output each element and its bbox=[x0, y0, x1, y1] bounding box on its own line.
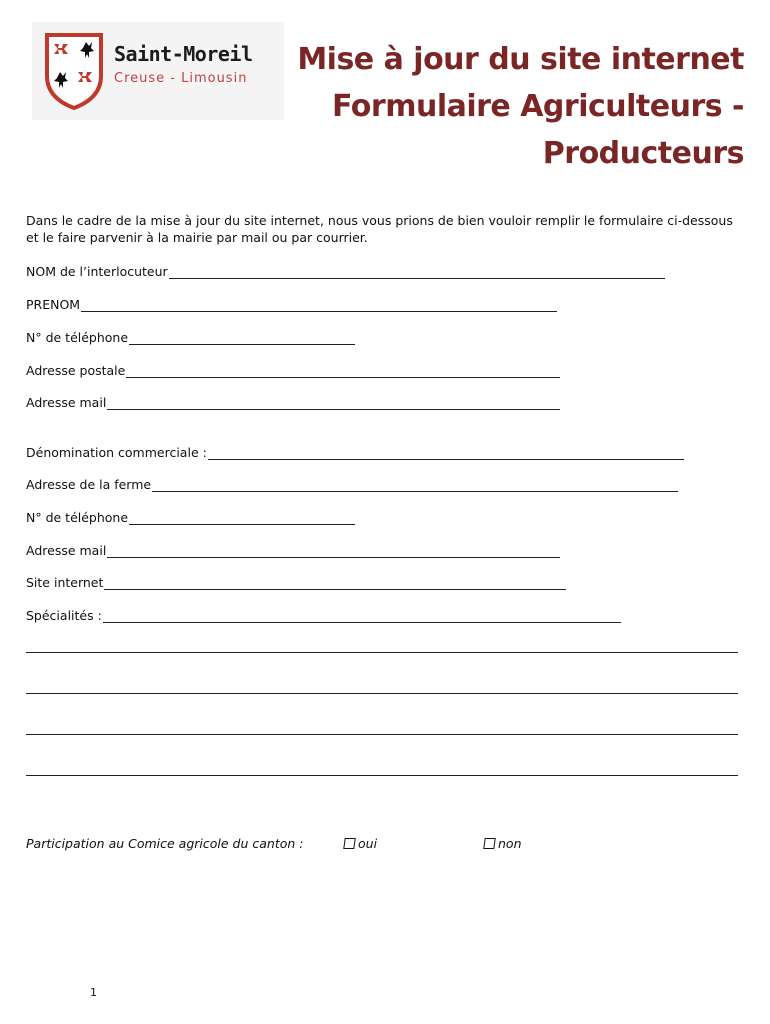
intro-paragraph: Dans le cadre de la mise à jour du site internet, nous vous prions de bien vouloir remplir le formulaire ci-dessous et le faire parvenir à la mairie par mail ou par courrier. bbox=[26, 213, 733, 245]
field-label: PRENOM bbox=[26, 297, 81, 312]
title-line-3: Producteurs bbox=[542, 136, 744, 171]
specialties-line[interactable] bbox=[26, 734, 738, 735]
option-yes-label: oui bbox=[358, 836, 378, 851]
specialties-line[interactable] bbox=[26, 775, 738, 776]
field-label: N° de téléphone bbox=[26, 510, 129, 525]
field-line[interactable] bbox=[103, 610, 621, 623]
field-line[interactable] bbox=[152, 479, 678, 492]
title-line-1: Mise à jour du site internet bbox=[297, 42, 744, 77]
logo bbox=[32, 22, 284, 120]
logo-subtitle: Creuse - Limousin bbox=[114, 71, 248, 86]
field-label: Adresse mail bbox=[26, 395, 107, 410]
field-line[interactable] bbox=[107, 397, 560, 410]
contact-postal-address-field[interactable] bbox=[26, 363, 560, 378]
specialties-line[interactable] bbox=[26, 652, 738, 653]
field-line[interactable] bbox=[129, 512, 355, 525]
field-label: Adresse de la ferme bbox=[26, 477, 152, 492]
field-line[interactable] bbox=[129, 332, 355, 345]
page-number: 1 bbox=[90, 986, 97, 999]
contact-firstname-field[interactable] bbox=[26, 297, 557, 312]
field-line[interactable] bbox=[208, 447, 684, 460]
field-line[interactable] bbox=[107, 545, 560, 558]
specialties-field[interactable] bbox=[26, 608, 621, 623]
farm-phone-field[interactable] bbox=[26, 510, 355, 525]
business-name-field[interactable] bbox=[26, 445, 684, 460]
coat-of-arms-icon bbox=[44, 32, 104, 110]
title-line-2: Formulaire Agriculteurs - bbox=[332, 89, 744, 124]
field-line[interactable] bbox=[126, 365, 560, 378]
field-label: Adresse postale bbox=[26, 363, 126, 378]
field-label: N° de téléphone bbox=[26, 330, 129, 345]
farm-email-field[interactable] bbox=[26, 543, 560, 558]
field-line[interactable] bbox=[81, 299, 557, 312]
contact-name-field[interactable] bbox=[26, 264, 665, 279]
contact-phone-field[interactable] bbox=[26, 330, 355, 345]
checkbox-icon[interactable] bbox=[483, 838, 496, 849]
option-no[interactable] bbox=[484, 836, 522, 851]
checkbox-icon[interactable] bbox=[343, 838, 356, 849]
contact-email-field[interactable] bbox=[26, 395, 560, 410]
logo-name: Saint-Moreil bbox=[114, 42, 253, 66]
field-label: NOM de l’interlocuteur bbox=[26, 264, 168, 279]
option-no-label: non bbox=[498, 836, 522, 851]
field-label: Spécialités : bbox=[26, 608, 102, 623]
field-label: Dénomination commerciale : bbox=[26, 445, 207, 460]
page-title bbox=[297, 36, 744, 177]
field-label: Site internet bbox=[26, 575, 104, 590]
specialties-line[interactable] bbox=[26, 693, 738, 694]
farm-address-field[interactable] bbox=[26, 477, 678, 492]
field-line[interactable] bbox=[104, 577, 566, 590]
field-label: Adresse mail bbox=[26, 543, 107, 558]
option-yes[interactable] bbox=[344, 836, 377, 851]
field-line[interactable] bbox=[169, 266, 665, 279]
website-field[interactable] bbox=[26, 575, 566, 590]
participation-label: Participation au Comice agricole du canton : bbox=[26, 836, 304, 851]
